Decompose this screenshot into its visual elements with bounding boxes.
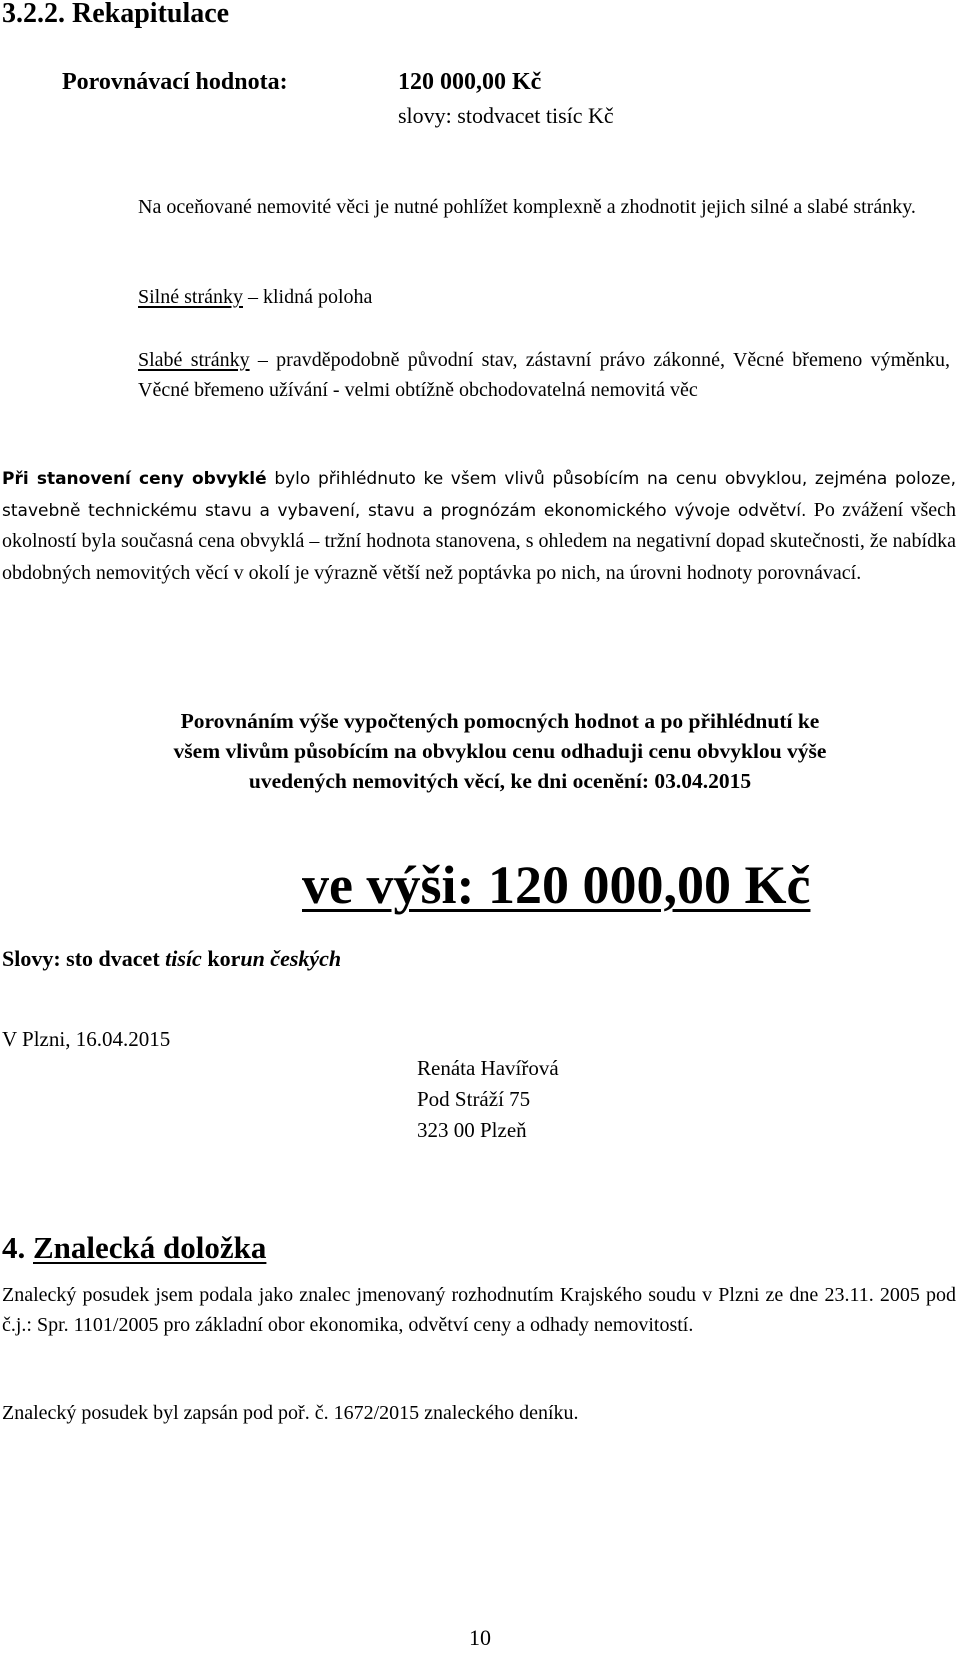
comparison-value-label: Porovnávací hodnota: bbox=[62, 69, 288, 95]
conclusion-statement bbox=[60, 706, 940, 796]
signer-street: Pod Stráží 75 bbox=[417, 1087, 531, 1111]
page-number: 10 bbox=[469, 1625, 491, 1650]
assessment-text-sans: bylo přihlédnuto ke všem vlivů působícím na cenu obvyklou, zejména poloze, stavebně technickému stavu a vybavení, stavu a prognózám ekonomického vývoje odvětví. bbox=[2, 469, 957, 521]
final-amount: ve výši: 120 000,00 Kč bbox=[302, 855, 811, 915]
strengths-text: – klidná poloha bbox=[243, 286, 373, 308]
amount-words-part-4: un českých bbox=[240, 946, 342, 971]
section-heading-recap: 3.2.2. Rekapitulace bbox=[2, 0, 230, 29]
place-and-date: V Plzni, 16.04.2015 bbox=[2, 1027, 171, 1051]
assessment-text-serif: Po zvážení všech okolností byla současná cena obvyklá – tržní hodnota stanovena, s ohledem na negativní dopad skutečnosti, že nabídka obdobných nemovitých věcí v okolí je výrazně větší než poptávka po nich, na úrovni hodnoty porovnávací. bbox=[2, 498, 957, 584]
amount-words-part-1: Slovy: sto dvacet bbox=[2, 946, 166, 971]
strengths-paragraph bbox=[138, 282, 372, 312]
signer-name: Renáta Havířová bbox=[417, 1056, 559, 1080]
assessment-bold-lead: Při stanovení ceny obvyklé bbox=[2, 469, 267, 489]
strengths-label: Silné stránky bbox=[138, 286, 243, 308]
comparison-value-words: slovy: stodvacet tisíc Kč bbox=[398, 103, 614, 128]
section-4-title: Znalecká doložka bbox=[33, 1230, 267, 1265]
registry-paragraph: Znalecký posudek byl zapsán pod poř. č. 1672/2015 znaleckého deníku. bbox=[2, 1402, 579, 1424]
intro-paragraph: Na oceňované nemovité věci je nutné pohlížet komplexně a zhodnotit jejich silné a slabé stránky. bbox=[138, 196, 916, 218]
weaknesses-paragraph bbox=[138, 345, 950, 405]
section-heading-expert-clause bbox=[2, 1228, 266, 1268]
conclusion-line-1: Porovnáním výše vypočtených pomocných hodnot a po přihlédnutí ke bbox=[180, 709, 820, 733]
signer-city: 323 00 Plzeň bbox=[417, 1118, 527, 1142]
weaknesses-label: Slabé stránky bbox=[138, 349, 250, 371]
assessment-paragraph bbox=[2, 464, 956, 589]
amount-words-part-2: tisíc bbox=[165, 946, 202, 971]
expert-clause-paragraph: Znalecký posudek jsem podala jako znalec jmenovaný rozhodnutím Krajského soudu v Plzni ze dne 23.11. 2005 pod č.j.: Spr. 1101/2005 pro základní obor ekonomika, odvětví ceny a odhady nemovitostí. bbox=[2, 1284, 956, 1336]
signer-address bbox=[417, 1053, 559, 1146]
amount-words-part-3: kor bbox=[201, 946, 241, 971]
conclusion-line-3: uvedených nemovitých věcí, ke dni ocenění: 03.04.2015 bbox=[248, 769, 752, 793]
section-4-number: 4. bbox=[2, 1230, 26, 1265]
amount-in-words bbox=[2, 944, 341, 974]
conclusion-line-2: všem vlivům působícím na obvyklou cenu odhaduji cenu obvyklou výše bbox=[173, 739, 827, 763]
weaknesses-text: – pravděpodobně původní stav, zástavní právo zákonné, Věcné břemeno výměnku, Věcné břemeno užívání - velmi obtížně obchodovatelná nemovitá věc bbox=[138, 349, 950, 401]
comparison-value-amount: 120 000,00 Kč bbox=[398, 69, 542, 95]
